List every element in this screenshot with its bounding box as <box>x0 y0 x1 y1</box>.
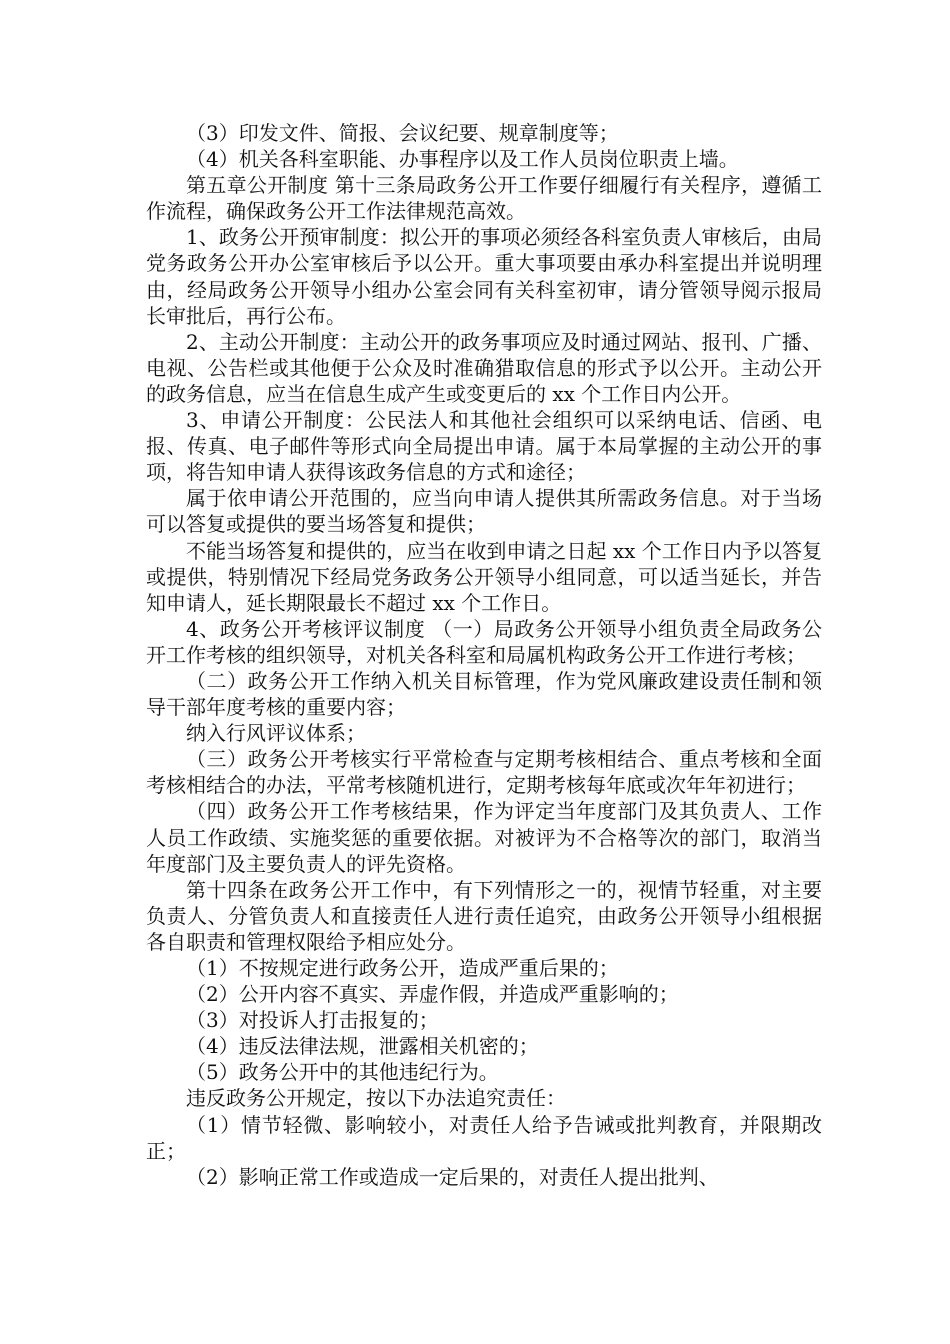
paragraph-3: 第五章公开制度 第十三条局政务公开工作要仔细履行有关程序，遵循工作流程，确保政务公开工作法律规范高效。 <box>146 173 822 224</box>
paragraph-6: 3、申请公开制度：公民法人和其他社会组织可以采纳电话、信函、电报、传真、电子邮件等形式向全局提出申请。属于本局掌握的主动公开的事项，将告知申请人获得该政务信息的方式和途径； <box>146 408 822 485</box>
paragraph-16: （2）公开内容不真实、弄虚作假，并造成严重影响的； <box>186 982 679 1007</box>
paragraph-12: （三）政务公开考核实行平常检查与定期考核相结合、重点考核和全面考核相结合的办法，平常考核随机进行，定期考核每年底或次年年初进行； <box>146 747 822 798</box>
paragraph-4: 1、政务公开预审制度：拟公开的事项必须经各科室负责人审核后，由局党务政务公开办公室审核后予以公开。重大事项要由承办科室提出并说明理由，经局政务公开领导小组办公室会同有关科室初审，请分管领导阅示报局长审批后，再行公布。 <box>146 225 822 328</box>
paragraph-1: （3）印发文件、简报、会议纪要、规章制度等； <box>186 121 619 145</box>
paragraph-7: 属于依申请公开范围的，应当向申请人提供其所需政务信息。对于当场可以答复或提供的要当场答复和提供； <box>146 486 822 537</box>
paragraph-21: （1）情节轻微、影响较小，对责任人给予告诫或批判教育，并限期改正； <box>146 1112 822 1163</box>
document-body <box>146 120 822 1190</box>
paragraph-2: （4）机关各科室职能、办事程序以及工作人员岗位职责上墙。 <box>186 147 739 172</box>
paragraph-13: （四）政务公开工作考核结果，作为评定当年度部门及其负责人、工作人员工作政绩、实施奖惩的重要依据。对被评为不合格等次的部门，取消当年度部门及主要负责人的评先资格。 <box>146 799 822 876</box>
paragraph-8: 不能当场答复和提供的，应当在收到申请之日起 xx 个工作日内予以答复或提供，特别情况下经局党务政务公开领导小组同意，可以适当延长，并告知申请人，延长期限最长不超过 xx 个工作日。 <box>146 538 822 615</box>
paragraph-22: （2）影响正常工作或造成一定后果的，对责任人提出批判、 <box>186 1164 719 1189</box>
paragraph-9: 4、政务公开考核评议制度 （一）局政务公开领导小组负责全局政务公开工作考核的组织领导，对机关各科室和局属机构政务公开工作进行考核； <box>146 616 822 667</box>
paragraph-5: 2、主动公开制度：主动公开的政务事项应及时通过网站、报刊、广播、电视、公告栏或其他便于公众及时准确猎取信息的形式予以公开。主动公开的政务信息，应当在信息生成产生或变更后的 xx 个工作日内公开。 <box>146 329 822 406</box>
paragraph-14: 第十四条在政务公开工作中，有下列情形之一的，视情节轻重，对主要负责人、分管负责人和直接责任人进行责任追究，由政务公开领导小组根据各自职责和管理权限给予相应处分。 <box>146 877 822 954</box>
paragraph-19: （5）政务公开中的其他违纪行为。 <box>186 1060 499 1085</box>
paragraph-10: （二）政务公开工作纳入机关目标管理，作为党风廉政建设责任制和领导干部年度考核的重要内容； <box>146 668 822 720</box>
paragraph-17: （3）对投诉人打击报复的； <box>186 1008 439 1033</box>
paragraph-11: 纳入行风评议体系； <box>186 721 366 746</box>
paragraph-20: 违反政务公开规定，按以下办法追究责任： <box>186 1086 566 1111</box>
paragraph-15: （1）不按规定进行政务公开，造成严重后果的； <box>186 956 619 980</box>
paragraph-18: （4）违反法律法规，泄露相关机密的； <box>186 1034 539 1059</box>
